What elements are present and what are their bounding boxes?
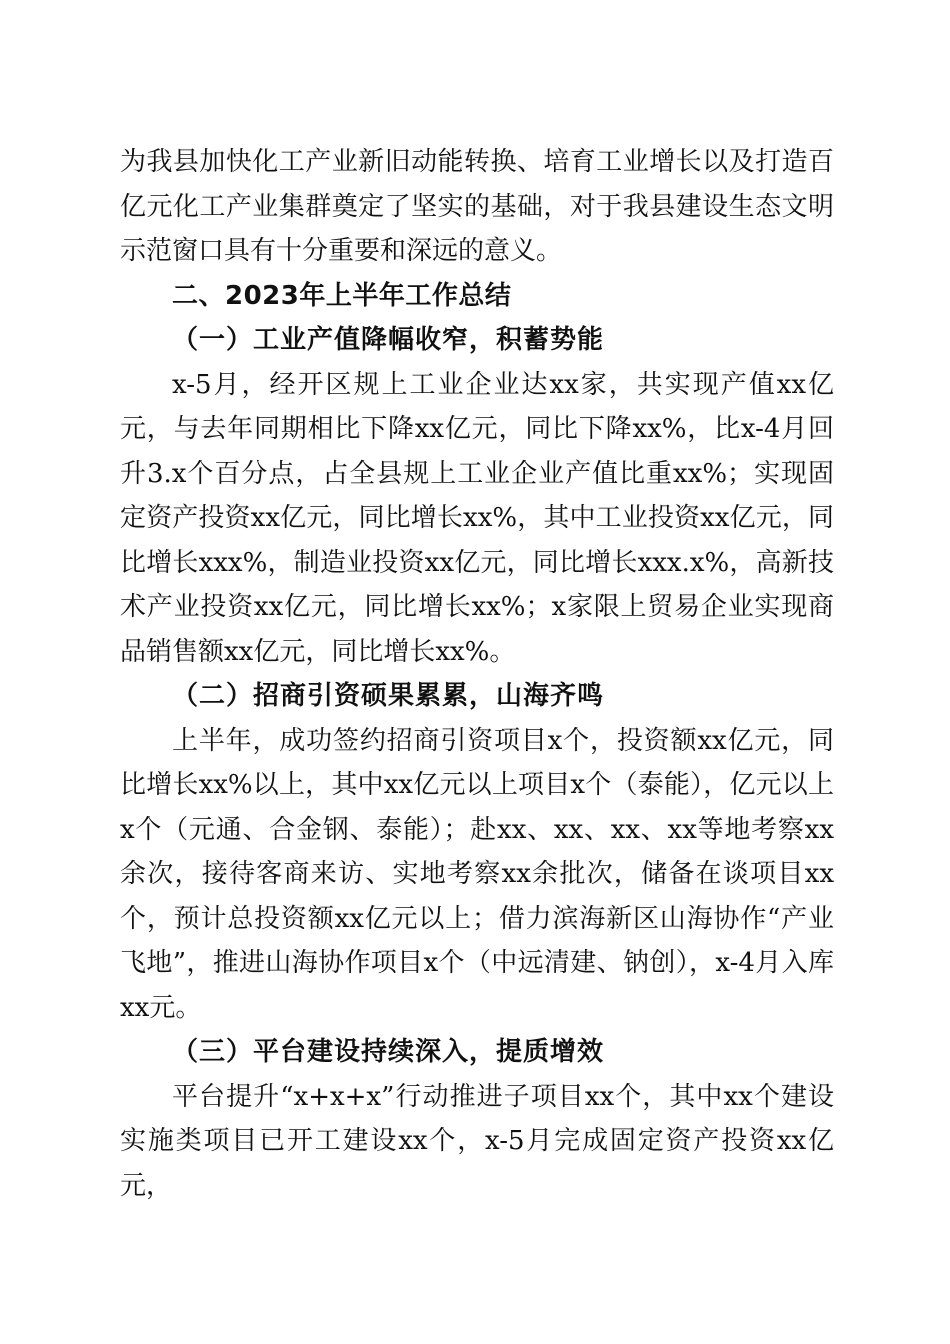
intro-paragraph: 为我县加快化工产业新旧动能转换、培育工业增长以及打造百亿元化工产业集群奠定了坚实的基础，对于我县建设生态文明示范窗口具有十分重要和深远的意义。 [120,147,834,266]
document-body [120,140,834,1208]
subsection-2-title: （二）招商引资硕果累累，山海齐鸣 [172,681,605,711]
subsection-1-body: x-5月，经开区规上工业企业达xx家，共实现产值xx亿元，与去年同期相比下降xx亿元，同比下降xx%，比x-4月回升3.x个百分点，占全县规上工业企业产值比重xx%；实现固定资产投资xx亿元，同比增长xx%，其中工业投资xx亿元，同比增长xxx%，制造业投资xx亿元，同比增长xxx.x%，高新技术产业投资xx亿元，同比增长xx%；x家限上贸易企业实现商品销售额xx亿元，同比增长xx%。 [120,369,834,667]
section-title: 二、2023年上半年工作总结 [172,280,512,311]
subsection-3-title: （三）平台建设持续深入，提质增效 [172,1037,605,1067]
subsection-3-body: 平台提升“x+x+x”行动推进子项目xx个，其中xx个建设实施类项目已开工建设xx个，x-5月完成固定资产投资xx亿元， [120,1081,834,1201]
subsection-2-body: 上半年，成功签约招商引资项目x个，投资额xx亿元，同比增长xx%以上，其中xx亿元以上项目x个（泰能），亿元以上x个（元通、合金钢、泰能）；赴xx、xx、xx、xx等地考察xx余次，接待客商来访、实地考察xx余批次，储备在谈项目xx个，预计总投资额xx亿元以上；借力滨海新区山海协作“产业飞地”，推进山海协作项目x个（中远清建、钠创），x-4月入库xx元。 [120,725,834,1023]
subsection-1-title: （一）工业产值降幅收窄，积蓄势能 [172,325,605,355]
